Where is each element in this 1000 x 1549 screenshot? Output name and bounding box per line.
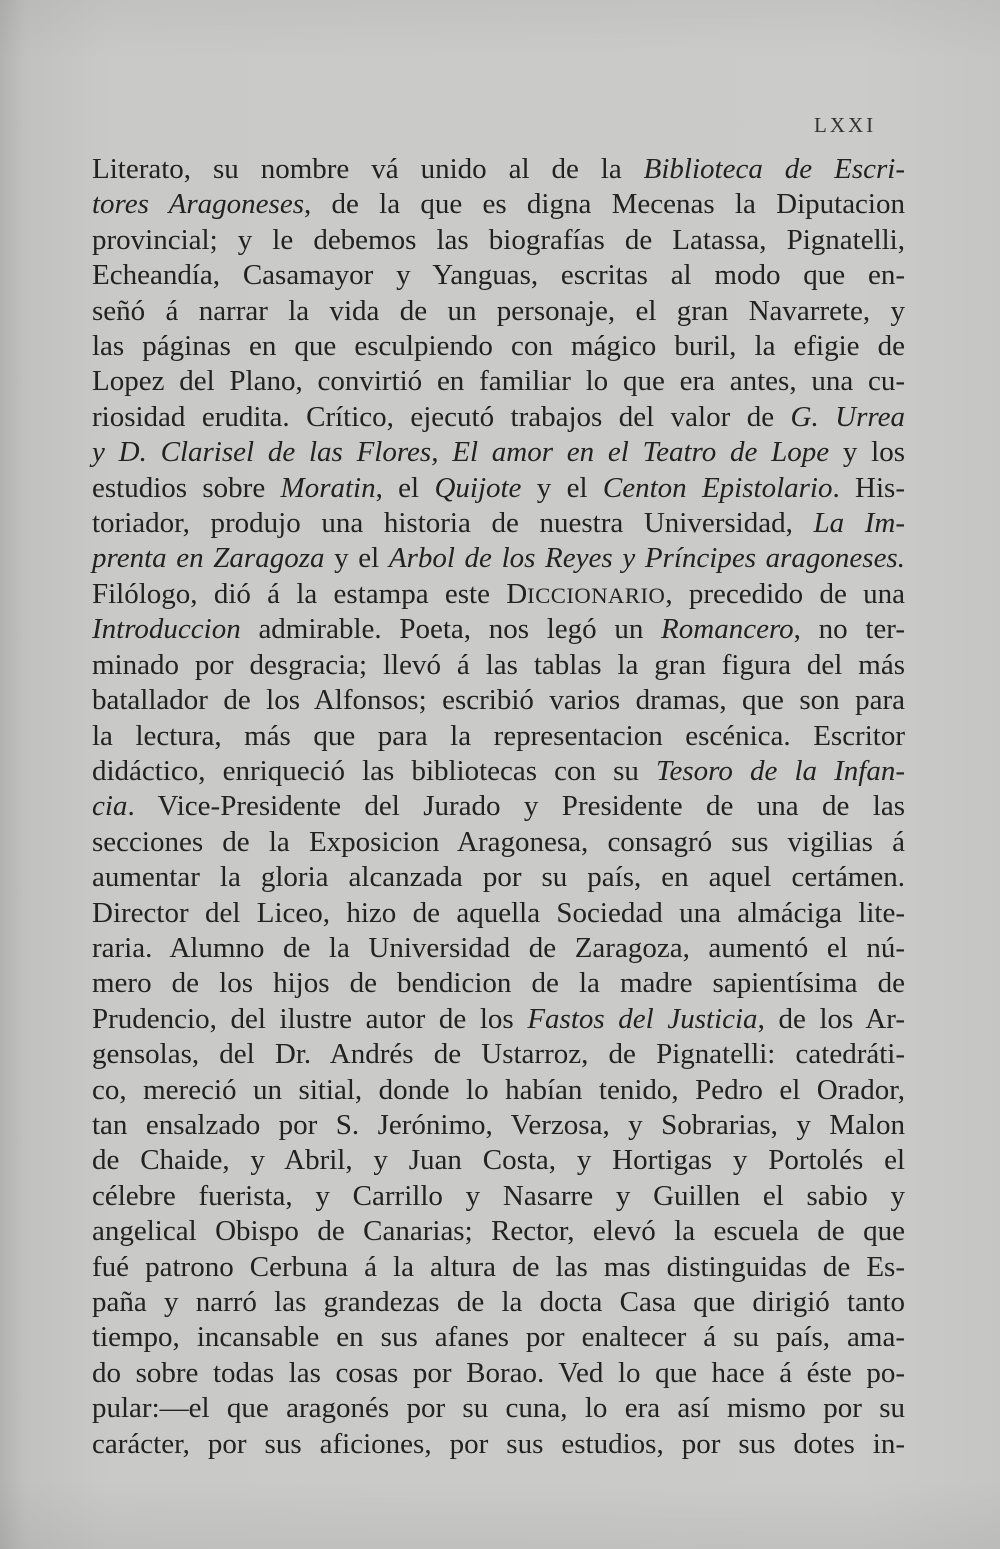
italic-title-run: G. Urrea <box>790 400 905 433</box>
text-line <box>92 1108 905 1143</box>
text-line <box>92 1427 905 1462</box>
text-run: didáctico, enriqueció las bibliotecas con su <box>92 754 657 787</box>
text-run: Director del Liceo, hizo de aquella Sociedad una almáciga lite- <box>92 896 905 929</box>
italic-title-run: Moratin <box>280 471 376 504</box>
text-run: Echeandía, Casamayor y Yanguas, escritas al modo que en- <box>92 259 905 292</box>
text-run: Prudencio, del ilustre autor de los <box>92 1002 528 1035</box>
text-run: , de los Ar- <box>757 1002 905 1035</box>
text-line <box>92 258 905 293</box>
text-run: toriador, produjo una historia de nuestra Universidad, <box>92 507 814 540</box>
italic-title-run: Centon Epistolario <box>602 471 833 504</box>
small-caps-run: ICCIONARIO <box>527 582 666 608</box>
text-line <box>92 1320 905 1355</box>
text-run: y los <box>829 436 906 469</box>
text-line <box>92 860 905 895</box>
text-line <box>92 294 905 329</box>
text-line <box>92 1143 905 1178</box>
text-line <box>92 1214 905 1249</box>
text-run: paña y narró las grandezas de la docta Casa que dirigió tanto <box>92 1286 905 1318</box>
text-run: , de la que es digna Mecenas la Diputacion <box>303 188 905 221</box>
text-run: , el <box>375 471 435 504</box>
text-run: la lectura, más que para la representacion escénica. Escritor <box>92 719 905 752</box>
text-line <box>92 966 905 1001</box>
text-run: batallador de los Alfonsos; escribió varios dramas, que son para <box>92 684 905 717</box>
text-line <box>92 152 905 187</box>
text-run: . His- <box>832 471 906 504</box>
text-run: Filólogo, dió á la estampa este D <box>92 577 528 610</box>
text-run: las páginas en que esculpiendo con mágico buril, la efigie de <box>92 330 905 363</box>
text-line <box>92 931 905 966</box>
italic-title-run: Tesoro de la Infan- <box>656 754 905 787</box>
text-run: do sobre todas las cosas por Borao. Ved lo que hace á éste po- <box>92 1356 905 1389</box>
text-run: mero de los hijos de bendicion de la madre sapientísima de <box>92 967 905 1000</box>
text-run: pular:—el que aragonés por su cuna, lo era así mismo por su <box>92 1392 905 1425</box>
text-line <box>92 1250 905 1285</box>
text-line <box>92 577 905 612</box>
text-run: señó á narrar la vida de un personaje, el gran Navarrete, y <box>92 294 905 327</box>
text-line <box>92 471 905 506</box>
text-run: tan ensalzado por S. Jerónimo, Verzosa, y Sobrarias, y Malon <box>92 1108 905 1141</box>
text-line <box>92 648 905 683</box>
text-run: gensolas, del Dr. Andrés de Ustarroz, de Pignatelli: catedráti- <box>92 1038 905 1071</box>
text-run: secciones de la Exposicion Aragonesa, consagró sus vigilias á <box>92 825 905 858</box>
text-line <box>92 1356 905 1391</box>
italic-title-run: Quijote <box>434 471 522 504</box>
italic-title-run: tores Aragoneses <box>92 188 304 221</box>
text-run: tiempo, incansable en sus afanes por enaltecer á su país, ama- <box>92 1321 905 1354</box>
italic-title-run: La Im- <box>813 507 905 540</box>
text-run: angelical Obispo de Canarias; Rector, elevó la escuela de que <box>92 1215 905 1248</box>
text-line <box>92 683 905 718</box>
text-line <box>92 541 905 576</box>
text-run: co, mereció un sitial, donde lo habían tenido, Pedro el Orador, <box>92 1073 905 1106</box>
italic-title-run: Fastos del Justicia <box>527 1002 758 1035</box>
italic-title-run: Romancero <box>661 613 794 646</box>
text-run: riosidad erudita. Crítico, ejecutó trabajos del valor de <box>92 400 791 433</box>
text-run: Literato, su nombre vá unido al de la <box>92 153 644 185</box>
text-run: estudios sobre <box>92 471 281 504</box>
text-run: de Chaide, y Abril, y Juan Costa, y Hortigas y Portolés el <box>92 1144 905 1177</box>
text-run: Lopez del Plano, convirtió en familiar lo que era antes, una cu- <box>92 365 905 398</box>
text-run: y el <box>521 471 603 504</box>
text-line <box>92 187 905 222</box>
text-line <box>92 223 905 258</box>
italic-title-run: Arbol de los Reyes y Príncipes aragoneses. <box>388 542 905 575</box>
text-line <box>92 1391 905 1426</box>
text-line <box>92 896 905 931</box>
text-line <box>92 612 905 647</box>
page-number: LXXI <box>814 113 877 137</box>
text-run: y el <box>324 542 389 575</box>
text-line <box>92 1002 905 1037</box>
italic-title-run: cia <box>92 790 128 823</box>
text-line <box>92 1073 905 1108</box>
italic-title-run: y D. Clarisel de las Flores, El amor en el Teatro de Lope <box>92 436 830 469</box>
text-run: minado por desgracia; llevó á las tablas la gran figura del más <box>92 648 905 681</box>
text-line <box>92 789 905 824</box>
text-line <box>92 754 905 789</box>
text-line <box>92 1285 905 1320</box>
text-line <box>92 1037 905 1072</box>
text-run: , no ter- <box>793 613 905 646</box>
text-run: , precedido de una <box>665 577 905 610</box>
text-line <box>92 435 905 470</box>
text-run: raria. Alumno de la Universidad de Zaragoza, aumentó el nú- <box>92 931 905 964</box>
italic-title-run: Introduccion <box>92 613 241 646</box>
text-line <box>92 825 905 860</box>
text-line <box>92 1179 905 1214</box>
text-run: célebre fuerista, y Carrillo y Nasarre y Guillen el sabio y <box>92 1179 905 1212</box>
text-run: admirable. Poeta, nos legó un <box>240 613 662 646</box>
text-line <box>92 506 905 541</box>
text-run: fué patrono Cerbuna á la altura de las mas distinguidas de Es- <box>92 1250 905 1283</box>
text-line <box>92 400 905 435</box>
italic-title-run: Biblioteca de Escri- <box>643 153 905 185</box>
text-line <box>92 329 905 364</box>
body-text <box>92 152 905 1462</box>
text-line <box>92 364 905 399</box>
text-run: . Vice-Presidente del Jurado y Presidente de una de las <box>127 790 905 823</box>
text-run: provincial; y le debemos las biografías de Latassa, Pignatelli, <box>92 223 905 256</box>
italic-title-run: prenta en Zaragoza <box>92 542 325 575</box>
text-line <box>92 719 905 754</box>
text-run: carácter, por sus aficiones, por sus estudios, por sus dotes in- <box>92 1427 905 1460</box>
text-run: aumentar la gloria alcanzada por su país, en aquel certámen. <box>92 861 905 894</box>
